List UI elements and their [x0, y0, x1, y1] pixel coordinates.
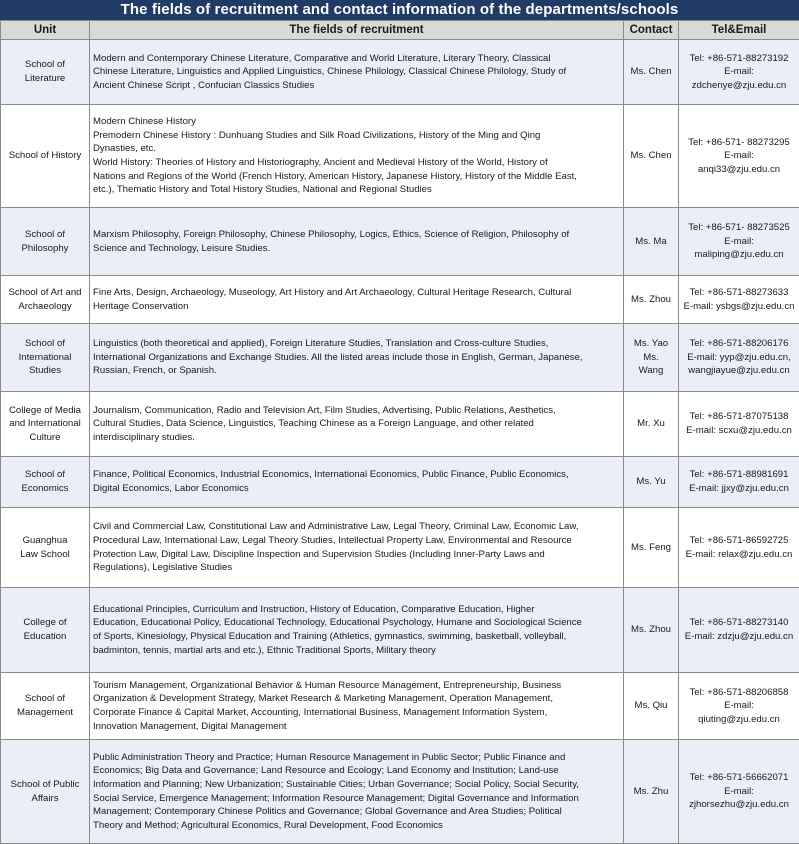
contact-cell	[624, 588, 679, 673]
table-body	[1, 40, 799, 844]
fields-line: Linguistics (both theoretical and applied), Foreign Literature Studies, Translation and Cross-culture Studies,	[93, 337, 620, 351]
unit-cell	[1, 324, 90, 392]
fields-cell	[90, 276, 624, 324]
tel-email-line: Tel: +86-571-88273633	[682, 286, 796, 300]
fields-line: Information and Planning; New Urbanization; Sustainable Cities; Urban Governance; Social Policy, Social Security,	[93, 778, 620, 792]
fields-cell	[90, 324, 624, 392]
fields-cell	[90, 740, 624, 844]
fields-line: World History: Theories of History and Historiography, Ancient and Medieval History of the World, History of	[93, 156, 620, 170]
contact-line: Ms. Zhou	[627, 623, 675, 637]
contact-line: Ms. Ma	[627, 235, 675, 249]
unit-line: Literature	[4, 72, 86, 86]
contact-cell	[624, 105, 679, 208]
fields-line: Modern Chinese History	[93, 115, 620, 129]
tel-email-cell	[679, 392, 799, 457]
unit-line: School of Art and	[4, 286, 86, 300]
tel-email-line: Tel: +86-571- 88273525	[682, 221, 796, 235]
unit-line: Economics	[4, 482, 86, 496]
fields-line: Russian, French, or Spanish.	[93, 364, 620, 378]
contact-line: Ms. Chen	[627, 65, 675, 79]
unit-line: College of	[4, 616, 86, 630]
fields-line: Heritage Conservation	[93, 300, 620, 314]
unit-line: College of Media	[4, 404, 86, 418]
unit-cell	[1, 105, 90, 208]
contact-cell	[624, 324, 679, 392]
fields-line: Journalism, Communication, Radio and Television Art, Film Studies, Advertising, Public Relations, Aesthetics,	[93, 404, 620, 418]
fields-line: Economics; Big Data and Governance; Land Resource and Ecology; Land Economy and Institution; Land-use	[93, 764, 620, 778]
table-row	[1, 392, 799, 457]
contact-cell	[624, 457, 679, 508]
tel-email-line: E-mail:	[682, 785, 796, 799]
tel-email-line: E-mail: jjxy@zju.edu.cn	[682, 482, 796, 496]
tel-email-line: Tel: +86-571-88981691	[682, 468, 796, 482]
table-row	[1, 740, 799, 844]
table-header-row	[1, 21, 799, 40]
unit-cell	[1, 740, 90, 844]
unit-cell	[1, 673, 90, 740]
tel-email-line: E-mail: relax@zju.edu.cn	[682, 548, 796, 562]
fields-line: etc.), Thematic History and Total History Studies, National and Regional Studies	[93, 183, 620, 197]
unit-cell	[1, 392, 90, 457]
unit-line: School of History	[4, 149, 86, 163]
table-row	[1, 40, 799, 105]
unit-cell	[1, 40, 90, 105]
tel-email-cell	[679, 40, 799, 105]
unit-line: School of	[4, 337, 86, 351]
fields-line: Nations and Regions of the World (French History, American History, Japanese History, History of the Middle East,	[93, 170, 620, 184]
tel-email-line: qiuting@zju.edu.cn	[682, 713, 796, 727]
tel-email-cell	[679, 673, 799, 740]
contact-line: Ms. Feng	[627, 541, 675, 555]
fields-line: Chinese Literature, Linguistics and Applied Linguistics, Chinese Philology, Classical Chinese Philology, Study of	[93, 65, 620, 79]
fields-line: Tourism Management, Organizational Behavior & Human Resource Management, Entrepreneurship, Business	[93, 679, 620, 693]
contact-line: Ms. Yu	[627, 475, 675, 489]
fields-line: Protection Law, Digital Law, Discipline Inspection and Supervision Studies (Including Inner-Party Laws and	[93, 548, 620, 562]
tel-email-line: maliping@zju.edu.cn	[682, 248, 796, 262]
tel-email-line: Tel: +86-571-56662071	[682, 771, 796, 785]
tel-email-line: E-mail:	[682, 65, 796, 79]
unit-line: School of	[4, 228, 86, 242]
tel-email-line: E-mail:	[682, 699, 796, 713]
unit-line: Culture	[4, 431, 86, 445]
table-row	[1, 324, 799, 392]
fields-line: Civil and Commercial Law, Constitutional Law and Administrative Law, Legal Theory, Criminal Law, Economic Law,	[93, 520, 620, 534]
contact-line: Ms. Zhou	[627, 293, 675, 307]
fields-line: Marxism Philosophy, Foreign Philosophy, Chinese Philosophy, Logics, Ethics, Science of Religion, Philosophy of	[93, 228, 620, 242]
table-row	[1, 208, 799, 276]
contact-line: Ms. Zhu	[627, 785, 675, 799]
fields-cell	[90, 392, 624, 457]
tel-email-line: E-mail: ysbgs@zju.edu.cn	[682, 300, 796, 314]
tel-email-cell	[679, 105, 799, 208]
fields-line: Corporate Finance & Capital Market, Accounting, International Business, Management Information System,	[93, 706, 620, 720]
unit-line: Law School	[4, 548, 86, 562]
unit-line: Management	[4, 706, 86, 720]
unit-line: Archaeology	[4, 300, 86, 314]
fields-line: Fine Arts, Design, Archaeology, Museology, Art History and Art Archaeology, Cultural Heritage Research, Cultural	[93, 286, 620, 300]
fields-line: Cultural Studies, Data Science, Linguistics, Teaching Chinese as a Foreign Language, and other related	[93, 417, 620, 431]
fields-line: Education, Educational Policy, Educational Technology, Educational Psychology, Humane and Sociological Science	[93, 616, 620, 630]
tel-email-line: Tel: +86-571-87075138	[682, 410, 796, 424]
table-row	[1, 276, 799, 324]
table-row	[1, 105, 799, 208]
fields-line: Procedural Law, International Law, Legal Theory Studies, Intellectual Property Law, Environmental and Resource	[93, 534, 620, 548]
tel-email-cell	[679, 740, 799, 844]
tel-email-line: E-mail: yyp@zju.edu.cn,	[682, 351, 796, 365]
contact-cell	[624, 40, 679, 105]
fields-line: Regulations), Legislative Studies	[93, 561, 620, 575]
fields-cell	[90, 40, 624, 105]
tel-email-cell	[679, 324, 799, 392]
contact-line: Ms.	[627, 351, 675, 365]
tel-email-line: Tel: +86-571-88273140	[682, 616, 796, 630]
unit-cell	[1, 276, 90, 324]
fields-line: Public Administration Theory and Practice; Human Resource Management in Public Sector; Public Finance and	[93, 751, 620, 765]
tel-email-line: anqi33@zju.edu.cn	[682, 163, 796, 177]
tel-email-line: Tel: +86-571-88206858	[682, 686, 796, 700]
tel-email-line: E-mail:	[682, 235, 796, 249]
contact-cell	[624, 392, 679, 457]
recruitment-table	[0, 20, 799, 844]
unit-line: International	[4, 351, 86, 365]
unit-cell	[1, 457, 90, 508]
fields-line: Science and Technology, Leisure Studies.	[93, 242, 620, 256]
unit-line: School of	[4, 692, 86, 706]
unit-line: School of Public	[4, 778, 86, 792]
tel-email-line: E-mail: zdzju@zju.edu.cn	[682, 630, 796, 644]
contact-line: Ms. Yao	[627, 337, 675, 351]
fields-cell	[90, 588, 624, 673]
unit-line: Philosophy	[4, 242, 86, 256]
contact-cell	[624, 508, 679, 588]
contact-line: Ms. Chen	[627, 149, 675, 163]
header-contact: Contact	[624, 21, 679, 40]
contact-line: Ms. Qiu	[627, 699, 675, 713]
unit-line: School of	[4, 58, 86, 72]
fields-line: badminton, tennis, martial arts and etc.), Ethnic Traditional Sports, Military theory	[93, 644, 620, 658]
fields-line: interdisciplinary studies.	[93, 431, 620, 445]
header-tel-email: Tel&Email	[679, 21, 799, 40]
fields-line: Educational Principles, Curriculum and Instruction, History of Education, Comparative Education, Higher	[93, 603, 620, 617]
tel-email-line: E-mail:	[682, 149, 796, 163]
tel-email-cell	[679, 457, 799, 508]
fields-cell	[90, 208, 624, 276]
tel-email-cell	[679, 276, 799, 324]
fields-cell	[90, 508, 624, 588]
unit-line: School of	[4, 468, 86, 482]
fields-line: Theory and Method; Agricultural Economics, Rural Development, Food Economics	[93, 819, 620, 833]
tel-email-cell	[679, 208, 799, 276]
fields-line: Organization & Development Strategy, Market Research & Marketing Management, Operation Management,	[93, 692, 620, 706]
contact-line: Mr. Xu	[627, 417, 675, 431]
fields-line: Ancient Chinese Script , Confucian Classics Studies	[93, 79, 620, 93]
fields-cell	[90, 105, 624, 208]
header-fields: The fields of recruitment	[90, 21, 624, 40]
fields-line: of Sports, Kinesiology, Physical Education and Training (Athletics, gymnastics, swimming, basketball, volleyball,	[93, 630, 620, 644]
table-row	[1, 457, 799, 508]
unit-line: Guanghua	[4, 534, 86, 548]
contact-cell	[624, 208, 679, 276]
tel-email-line: Tel: +86-571-88206176	[682, 337, 796, 351]
tel-email-line: Tel: +86-571-88273192	[682, 52, 796, 66]
contact-cell	[624, 276, 679, 324]
fields-line: Premodern Chinese History : Dunhuang Studies and Silk Road Civilizations, History of the Ming and Qing	[93, 129, 620, 143]
fields-line: Modern and Contemporary Chinese Literature, Comparative and World Literature, Literary Theory, Classical	[93, 52, 620, 66]
unit-line: Studies	[4, 364, 86, 378]
fields-line: Social Service, Emergence Management; Information Resource Management; Digital Governance and Information	[93, 792, 620, 806]
unit-line: Education	[4, 630, 86, 644]
fields-line: Management; Contemporary Chinese Politics and Governance; Global Governance and Area Studies; Political	[93, 805, 620, 819]
tel-email-cell	[679, 508, 799, 588]
unit-cell	[1, 508, 90, 588]
page-title: The fields of recruitment and contact information of the departments/schools	[0, 0, 799, 20]
contact-cell	[624, 740, 679, 844]
contact-line: Wang	[627, 364, 675, 378]
fields-line: International Organizations and Exchange Studies. All the listed areas include those in English, German, Japanese,	[93, 351, 620, 365]
tel-email-line: Tel: +86-571-86592725	[682, 534, 796, 548]
unit-cell	[1, 588, 90, 673]
table-row	[1, 508, 799, 588]
fields-line: Finance, Political Economics, Industrial Economics, International Economics, Public Finance, Public Economics,	[93, 468, 620, 482]
fields-line: Digital Economics, Labor Economics	[93, 482, 620, 496]
tel-email-cell	[679, 588, 799, 673]
fields-line: Dynasties, etc.	[93, 142, 620, 156]
fields-cell	[90, 457, 624, 508]
unit-line: and International	[4, 417, 86, 431]
tel-email-line: zdchenye@zju.edu.cn	[682, 79, 796, 93]
tel-email-line: E-mail: scxu@zju.edu.cn	[682, 424, 796, 438]
contact-cell	[624, 673, 679, 740]
unit-cell	[1, 208, 90, 276]
unit-line: Affairs	[4, 792, 86, 806]
header-unit: Unit	[1, 21, 90, 40]
tel-email-line: wangjiayue@zju.edu.cn	[682, 364, 796, 378]
fields-line: Innovation Management, Digital Management	[93, 720, 620, 734]
table-row	[1, 673, 799, 740]
tel-email-line: zjhorsezhu@zju.edu.cn	[682, 798, 796, 812]
fields-cell	[90, 673, 624, 740]
tel-email-line: Tel: +86-571- 88273295	[682, 136, 796, 150]
table-row	[1, 588, 799, 673]
